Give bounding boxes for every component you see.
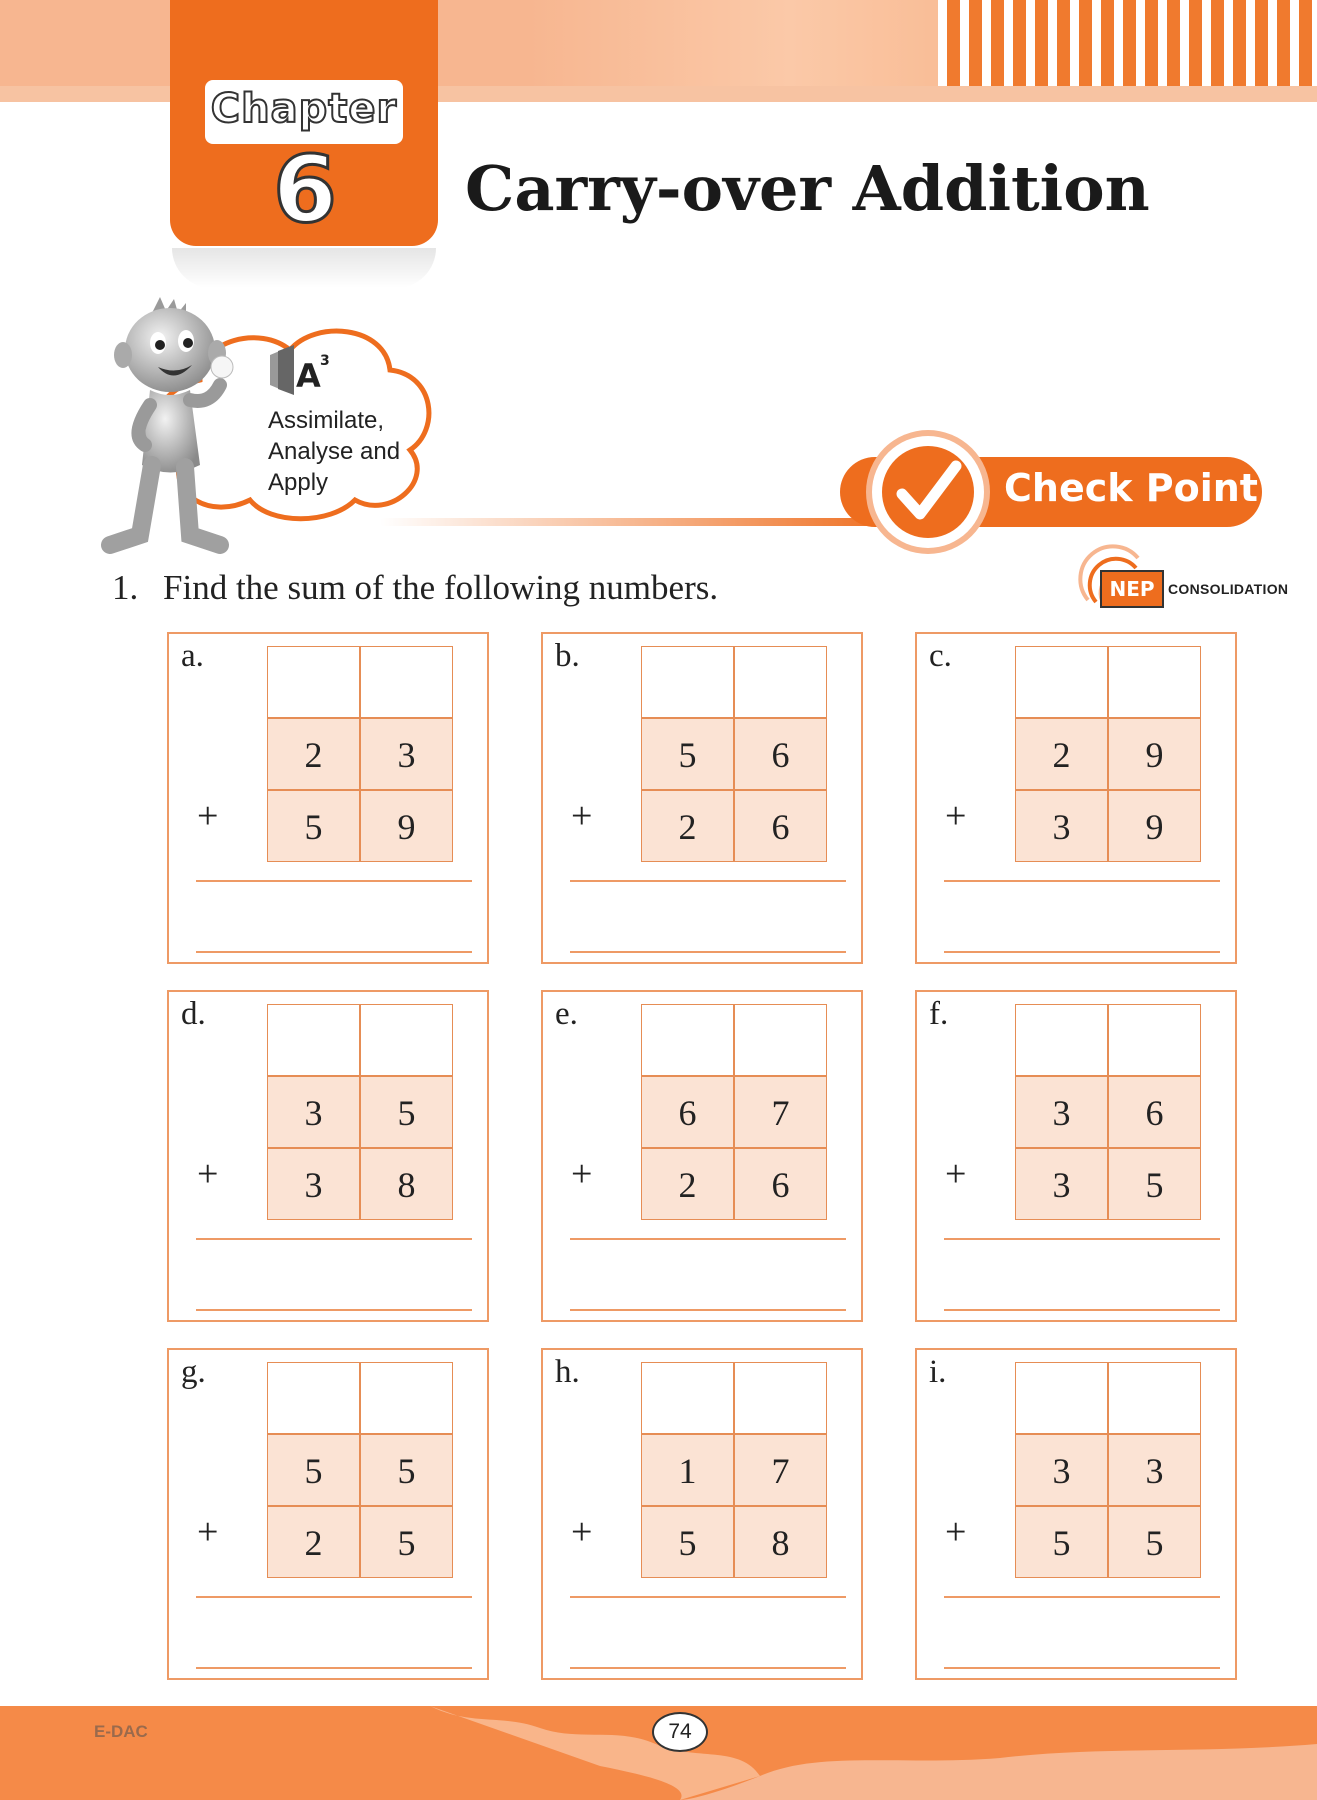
answer-line[interactable] xyxy=(570,1667,846,1669)
a3-caption xyxy=(268,405,400,498)
problem-label: f. xyxy=(929,996,949,1032)
answer-line[interactable] xyxy=(196,1667,472,1669)
answer-rule xyxy=(944,1596,1220,1598)
plus-sign: + xyxy=(571,795,593,837)
svg-text:3: 3 xyxy=(320,353,330,369)
addend-digit-second: 9 xyxy=(360,790,453,862)
place-value-grid xyxy=(641,646,829,864)
addend-digit: 7 xyxy=(734,1076,827,1148)
plus-sign: + xyxy=(197,1511,219,1553)
addend-digit: 5 xyxy=(641,718,734,790)
chapter-label: Chapter xyxy=(210,86,398,132)
problem-label: e. xyxy=(555,996,578,1032)
plus-sign: + xyxy=(945,795,967,837)
carry-cell[interactable] xyxy=(734,1362,827,1434)
addend-digit: 6 xyxy=(641,1076,734,1148)
problem-label: g. xyxy=(181,1354,206,1390)
problem-box xyxy=(541,632,863,964)
carry-cell[interactable] xyxy=(360,1362,453,1434)
carry-cell[interactable] xyxy=(1015,1004,1108,1076)
carry-cell[interactable] xyxy=(1015,1362,1108,1434)
answer-rule xyxy=(196,880,472,882)
plus-sign: + xyxy=(197,795,219,837)
addend-digit-second: 9 xyxy=(1108,790,1201,862)
addend-digit-second: 3 xyxy=(1015,790,1108,862)
plus-sign: + xyxy=(571,1511,593,1553)
addend-digit-second: 3 xyxy=(1015,1148,1108,1220)
question-number: 1. xyxy=(112,568,139,607)
place-value-grid xyxy=(267,646,455,864)
addend-digit: 3 xyxy=(1015,1434,1108,1506)
a3-line: Assimilate, xyxy=(268,407,385,434)
checkmark-icon xyxy=(888,452,968,532)
section-divider xyxy=(380,518,900,526)
problem-box xyxy=(915,632,1237,964)
plus-sign: + xyxy=(571,1153,593,1195)
problem-box xyxy=(915,990,1237,1322)
a3-line: Apply xyxy=(268,469,329,496)
page-number: 74 xyxy=(652,1712,708,1752)
addend-digit: 2 xyxy=(267,718,360,790)
problem-label: d. xyxy=(181,996,206,1032)
carry-cell[interactable] xyxy=(1015,646,1108,718)
answer-rule xyxy=(944,880,1220,882)
addend-digit-second: 5 xyxy=(1108,1506,1201,1578)
place-value-grid xyxy=(267,1362,455,1580)
addend-digit-second: 5 xyxy=(1108,1148,1201,1220)
problem-label: c. xyxy=(929,638,952,674)
publisher-logo: E-DAC xyxy=(94,1722,148,1741)
addend-digit: 3 xyxy=(1108,1434,1201,1506)
addend-digit: 9 xyxy=(1108,718,1201,790)
problem-label: b. xyxy=(555,638,580,674)
answer-rule xyxy=(570,880,846,882)
carry-cell[interactable] xyxy=(641,1004,734,1076)
addend-digit-second: 2 xyxy=(267,1506,360,1578)
answer-line[interactable] xyxy=(570,951,846,953)
problem-label: i. xyxy=(929,1354,947,1390)
chapter-tab-shadow xyxy=(172,248,436,288)
answer-line[interactable] xyxy=(570,1309,846,1311)
addend-digit-second: 8 xyxy=(360,1148,453,1220)
a3-line: Analyse and xyxy=(268,438,401,465)
carry-cell[interactable] xyxy=(734,646,827,718)
addend-digit-second: 5 xyxy=(1015,1506,1108,1578)
problem-box xyxy=(167,632,489,964)
addend-digit-second: 6 xyxy=(734,790,827,862)
checkpoint-label: Check Point xyxy=(1004,466,1258,510)
problem-label: h. xyxy=(555,1354,580,1390)
page-title: Carry-over Addition xyxy=(465,152,1150,225)
problem-label: a. xyxy=(181,638,204,674)
plus-sign: + xyxy=(945,1511,967,1553)
carry-cell[interactable] xyxy=(1108,1004,1201,1076)
addend-digit: 3 xyxy=(1015,1076,1108,1148)
addend-digit: 1 xyxy=(641,1434,734,1506)
answer-line[interactable] xyxy=(196,951,472,953)
problem-box xyxy=(915,1348,1237,1680)
place-value-grid xyxy=(1015,646,1203,864)
carry-cell[interactable] xyxy=(267,646,360,718)
addend-digit-second: 2 xyxy=(641,790,734,862)
carry-cell[interactable] xyxy=(1108,646,1201,718)
carry-cell[interactable] xyxy=(641,646,734,718)
addend-digit: 5 xyxy=(360,1076,453,1148)
answer-line[interactable] xyxy=(944,1667,1220,1669)
addend-digit-second: 5 xyxy=(641,1506,734,1578)
addend-digit: 3 xyxy=(267,1076,360,1148)
chapter-number: 6 xyxy=(272,136,337,243)
nep-badge: NEP xyxy=(1100,570,1164,608)
carry-cell[interactable] xyxy=(360,646,453,718)
addend-digit-second: 5 xyxy=(267,790,360,862)
a3-icon xyxy=(270,345,340,395)
question-text: Find the sum of the following numbers. xyxy=(163,568,719,607)
addend-digit: 7 xyxy=(734,1434,827,1506)
addend-digit: 3 xyxy=(360,718,453,790)
carry-cell[interactable] xyxy=(267,1004,360,1076)
addend-digit-second: 2 xyxy=(641,1148,734,1220)
carry-cell[interactable] xyxy=(641,1362,734,1434)
place-value-grid xyxy=(641,1004,829,1222)
svg-text:A: A xyxy=(296,357,321,395)
addend-digit-second: 3 xyxy=(267,1148,360,1220)
addend-digit-second: 5 xyxy=(360,1506,453,1578)
plus-sign: + xyxy=(197,1153,219,1195)
problem-box xyxy=(541,1348,863,1680)
plus-sign: + xyxy=(945,1153,967,1195)
addend-digit-second: 8 xyxy=(734,1506,827,1578)
place-value-grid xyxy=(641,1362,829,1580)
addend-digit: 2 xyxy=(1015,718,1108,790)
answer-line[interactable] xyxy=(944,1309,1220,1311)
addend-digit: 6 xyxy=(1108,1076,1201,1148)
carry-cell[interactable] xyxy=(1108,1362,1201,1434)
problem-box xyxy=(541,990,863,1322)
place-value-grid xyxy=(1015,1004,1203,1222)
nep-consolidation-label: CONSOLIDATION xyxy=(1168,581,1289,597)
place-value-grid xyxy=(267,1004,455,1222)
addend-digit: 5 xyxy=(360,1434,453,1506)
carry-cell[interactable] xyxy=(360,1004,453,1076)
problem-box xyxy=(167,990,489,1322)
answer-rule xyxy=(196,1596,472,1598)
addend-digit: 5 xyxy=(267,1434,360,1506)
mascot-illustration xyxy=(90,295,260,565)
answer-rule xyxy=(570,1238,846,1240)
problem-box xyxy=(167,1348,489,1680)
carry-cell[interactable] xyxy=(734,1004,827,1076)
decorative-stripes xyxy=(938,0,1317,86)
answer-rule xyxy=(196,1238,472,1240)
answer-rule xyxy=(570,1596,846,1598)
addend-digit-second: 6 xyxy=(734,1148,827,1220)
answer-line[interactable] xyxy=(944,951,1220,953)
place-value-grid xyxy=(1015,1362,1203,1580)
answer-rule xyxy=(944,1238,1220,1240)
carry-cell[interactable] xyxy=(267,1362,360,1434)
answer-line[interactable] xyxy=(196,1309,472,1311)
addend-digit: 6 xyxy=(734,718,827,790)
